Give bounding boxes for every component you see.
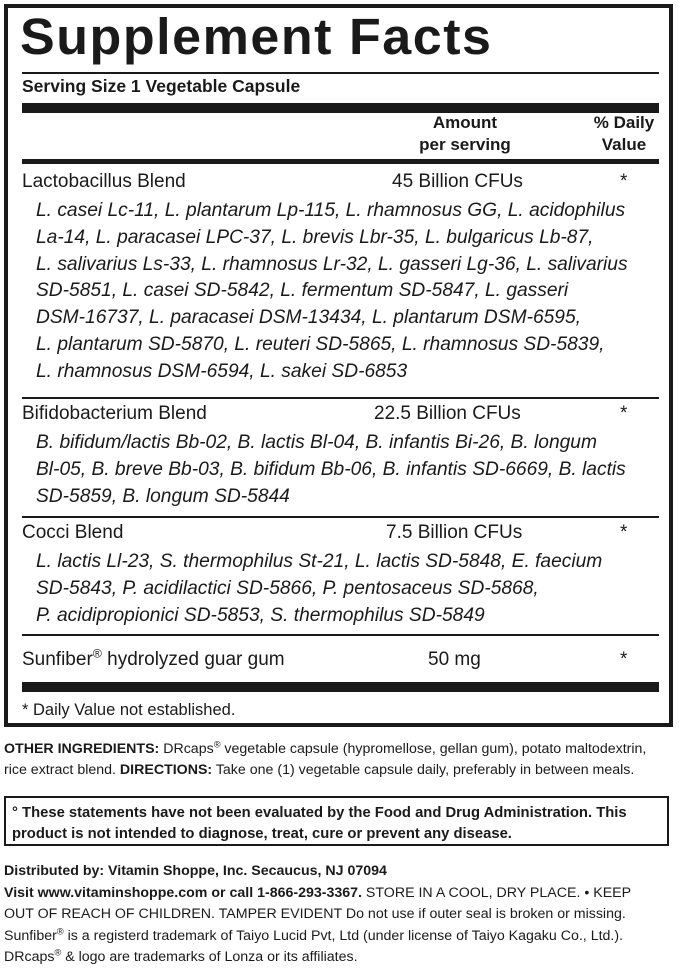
strain-line: Bl-05, B. breve Bb-03, B. bifidum Bb-06, B. infantis SD-6669, B. lactis	[36, 458, 626, 480]
divider-title	[22, 72, 659, 74]
divider-header	[22, 159, 659, 164]
drcaps-tm-a: DRcaps	[4, 949, 55, 966]
strain-line: DSM-16737, L. paracasei DSM-13434, L. plantarum DSM-6595,	[36, 307, 581, 329]
other-ingredients-line2	[4, 760, 676, 781]
sunfiber-tm-b: is a registerd trademark of Taiyo Lucid Pvt, Ltd (under license of Taiyo Kagaku Co., Ltd.).	[63, 927, 624, 944]
strain-line: La-14, L. paracasei LPC-37, L. brevis Lbr-35, L. bulgaricus Lb-87,	[36, 226, 594, 248]
contact-line	[4, 883, 678, 905]
strain-line: L. salivarius Ls-33, L. rhamnosus Lr-32, L. gasseri Lg-36, L. salivarius	[36, 253, 628, 275]
strain-line: L. lactis Ll-23, S. thermophilus St-21, L. lactis SD-5848, E. faecium	[36, 551, 603, 572]
registered-mark: ®	[56, 926, 64, 937]
divider-row-2	[22, 516, 659, 518]
registered-mark: ®	[92, 646, 102, 661]
other-ingredients-line1	[4, 739, 676, 760]
row-sunfiber-dv: *	[620, 649, 628, 670]
tamper-line: OUT OF REACH OF CHILDREN. TAMPER EVIDENT Do not use if outer seal is broken or missing.	[4, 906, 626, 923]
contact-bold: Visit www.vitaminshoppe.com or call 1-866-293-3367.	[4, 884, 362, 901]
registered-mark: ®	[54, 947, 62, 958]
registered-mark: ®	[213, 739, 221, 750]
daily-value-footnote: * Daily Value not established.	[22, 701, 236, 719]
strain-line: L. rhamnosus DSM-6594, L. sakei SD-6853	[36, 360, 408, 382]
distributor-line: Distributed by: Vitamin Shoppe, Inc. Secaucus, NJ 07094	[4, 863, 387, 879]
serving-size: Serving Size 1 Vegetable Capsule	[22, 76, 301, 96]
row-bifidobacterium-amount: 22.5 Billion CFUs	[374, 403, 521, 424]
other-ingredients-line2-a: rice extract blend.	[4, 762, 120, 778]
row-lactobacillus-amount: 45 Billion CFUs	[392, 171, 523, 192]
row-bifidobacterium-name: Bifidobacterium Blend	[22, 403, 207, 424]
amount-header-line1: Amount	[432, 113, 498, 132]
directions-text: Take one (1) vegetable capsule daily, preferably in between meals.	[212, 762, 635, 778]
strain-line: SD-5851, L. casei SD-5842, L. fermentum SD-5847, L. gasseri	[36, 280, 569, 302]
other-ingredients-section	[4, 739, 676, 781]
row-sunfiber-amount: 50 mg	[428, 649, 481, 670]
other-ingredients-text-b: vegetable capsule (hypromellose, gellan gum), potato maltodextrin,	[220, 741, 647, 757]
divider-row-1	[22, 397, 659, 399]
strain-line: B. bifidum/lactis Bb-02, B. lactis Bl-04, B. infantis Bi-26, B. longum	[36, 432, 597, 453]
drcaps-tm-b: & logo are trademarks of Lonza or its affiliates.	[61, 949, 358, 966]
dv-header-line2: Value	[601, 135, 647, 154]
dv-header-line1: % Daily	[593, 113, 655, 132]
sunfiber-name: Sunfiber	[22, 649, 93, 670]
row-lactobacillus-dv: *	[620, 171, 628, 192]
strain-line: L. casei Lc-11, L. plantarum Lp-115, L. rhamnosus GG, L. acidophilus	[36, 200, 626, 221]
distribution-section	[4, 861, 678, 969]
other-ingredients-text-a: DRcaps	[159, 741, 214, 757]
row-cocci-amount: 7.5 Billion CFUs	[386, 522, 523, 543]
divider-serving	[22, 103, 659, 113]
supplement-facts-panel	[4, 4, 673, 727]
amount-header-line2: per serving	[419, 135, 511, 154]
column-header-daily-value	[578, 112, 670, 156]
strain-line: L. plantarum SD-5870, L. reuteri SD-5865, L. rhamnosus SD-5839,	[36, 333, 605, 355]
row-lactobacillus-name: Lactobacillus Blend	[22, 171, 186, 192]
row-bifidobacterium-dv: *	[620, 403, 628, 424]
other-ingredients-label: OTHER INGREDIENTS:	[4, 741, 160, 757]
strain-line: P. acidipropionici SD-5853, S. thermophilus SD-5849	[36, 604, 485, 626]
panel-title: Supplement Facts	[20, 8, 493, 65]
sunfiber-trademark-line	[4, 926, 678, 948]
strain-line: SD-5843, P. acidilactici SD-5866, P. pentosaceus SD-5868,	[36, 577, 539, 599]
sunfiber-tm-a: Sunfiber	[4, 927, 57, 944]
row-sunfiber-name	[22, 646, 285, 671]
drcaps-trademark-line	[4, 947, 678, 969]
divider-footnote	[22, 682, 659, 692]
fda-disclaimer-line2: product is not intended to diagnose, treat, cure or prevent any disease.	[12, 826, 512, 842]
row-cocci-strains	[36, 549, 676, 629]
sunfiber-name-rest: hydrolyzed guar gum	[101, 649, 285, 670]
strain-line: SD-5859, B. longum SD-5844	[36, 485, 290, 507]
fda-disclaimer-line1: ° These statements have not been evaluated by the Food and Drug Administration. This	[12, 805, 627, 821]
divider-row-3	[22, 634, 659, 636]
row-cocci-name: Cocci Blend	[22, 522, 124, 543]
column-header-amount	[400, 112, 530, 156]
directions-label: DIRECTIONS:	[119, 762, 213, 778]
row-bifidobacterium-strains	[36, 430, 676, 510]
row-cocci-dv: *	[620, 522, 628, 543]
storage-text: STORE IN A COOL, DRY PLACE. • KEEP	[361, 884, 632, 901]
row-lactobacillus-strains	[36, 198, 676, 386]
fda-disclaimer-box	[4, 796, 669, 846]
